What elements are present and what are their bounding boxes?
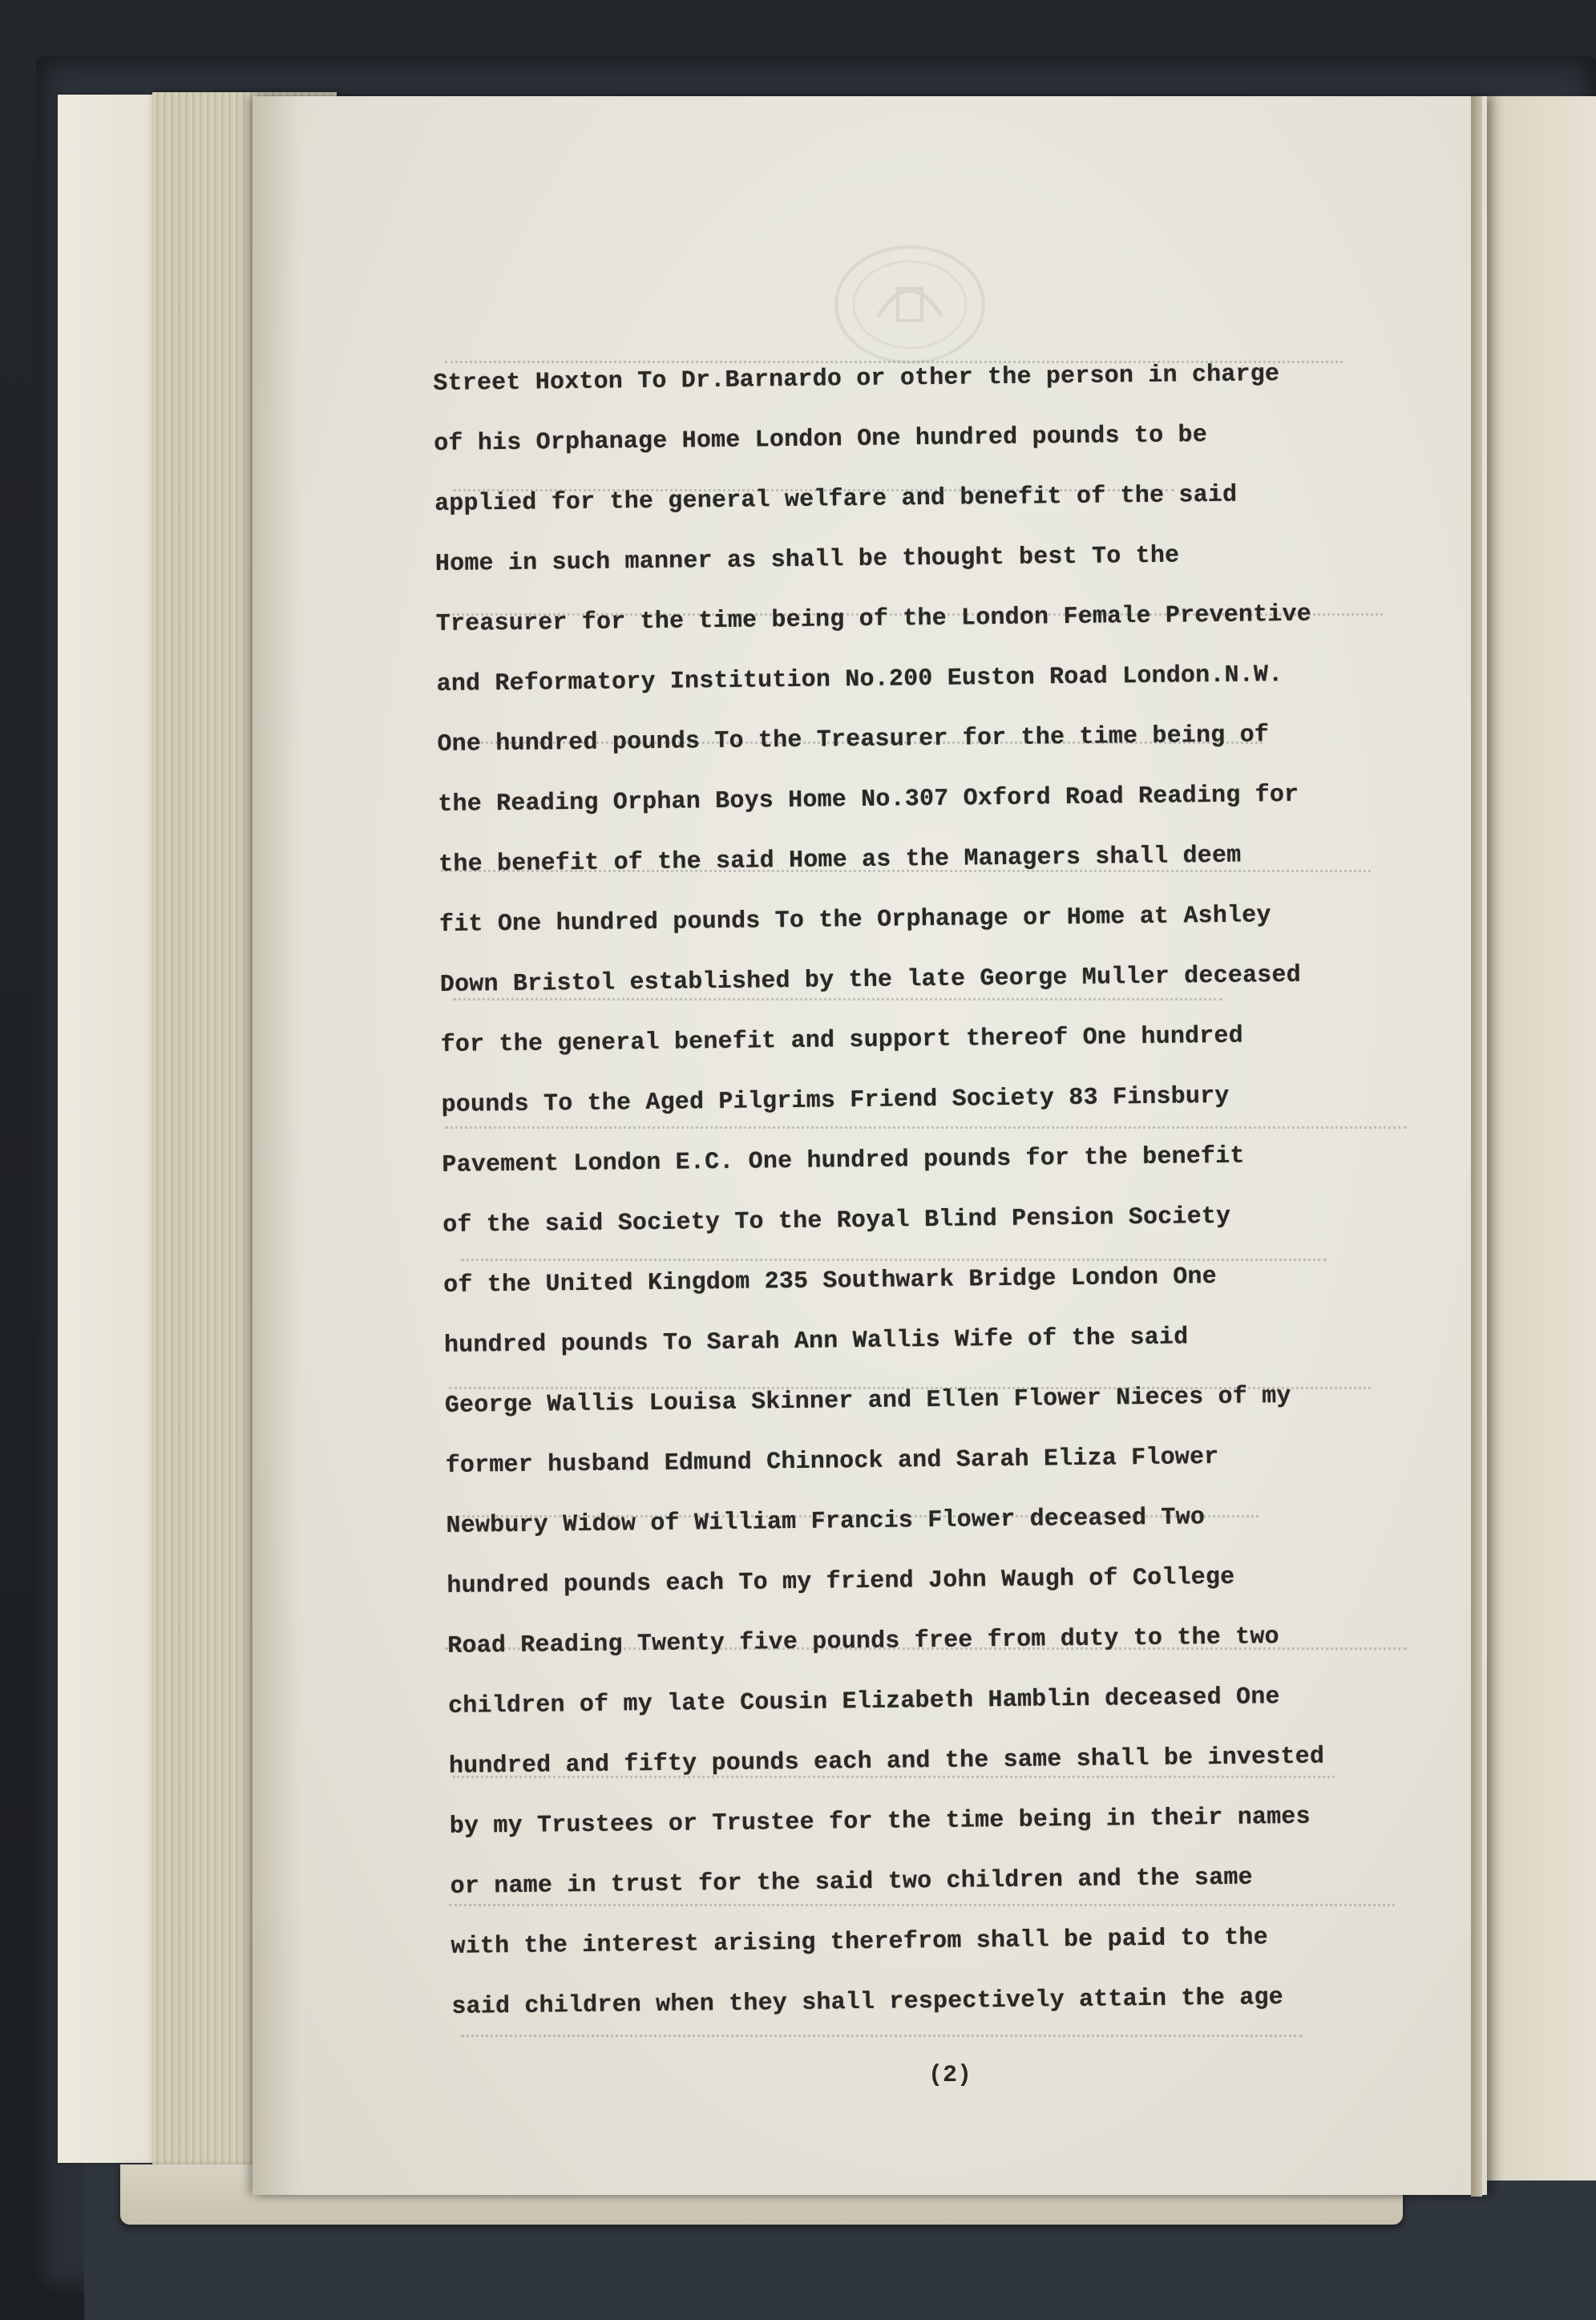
text-line: said children when they shall respectively attain the age <box>451 1984 1284 2021</box>
facing-page-edge <box>1475 96 1596 2181</box>
text-line: or name in trust for the said two children and the same <box>450 1864 1253 1901</box>
typed-body-text <box>433 342 1487 2038</box>
text-line: Treasurer for the time being of the London Female Preventive <box>435 600 1312 638</box>
text-line: hundred pounds each To my friend John Waugh of College <box>446 1563 1235 1600</box>
text-line: the Reading Orphan Boys Home No.307 Oxford Road Reading for <box>438 781 1299 818</box>
text-line: of the said Society To the Royal Blind Pension Society <box>442 1202 1231 1239</box>
text-line: and Reformatory Institution No.200 Euston Road London.N.W. <box>436 661 1283 698</box>
text-line: hundred and fifty pounds each and the same shall be invested <box>448 1743 1325 1780</box>
text-line: applied for the general welfare and benefit of the said <box>434 481 1238 518</box>
text-line: Home in such manner as shall be thought best To the <box>434 542 1180 578</box>
page-number: (2) <box>927 2062 972 2089</box>
text-line: Down Bristol established by the late George Muller deceased <box>439 961 1302 999</box>
text-line: for the general benefit and support thereof One hundred <box>440 1022 1244 1059</box>
text-line: with the interest arising therefrom shall be paid to the <box>451 1924 1269 1961</box>
text-line: fit One hundred pounds To the Orphanage or Home at Ashley <box>438 902 1271 939</box>
text-line: of his Orphanage Home London One hundred pounds to be <box>434 422 1208 458</box>
text-line: former husband Edmund Chinnock and Sarah Eliza Flower <box>445 1443 1219 1480</box>
text-line: by my Trustees or Trustee for the time being in their names <box>449 1803 1311 1841</box>
text-line: children of my late Cousin Elizabeth Hamblin deceased One <box>447 1683 1280 1720</box>
gutter-shadow <box>1471 96 1482 2197</box>
text-line: Street Hoxton To Dr.Barnardo or other the person in charge <box>433 361 1280 398</box>
text-line: George Wallis Louisa Skinner and Ellen Flower Nieces of my <box>444 1382 1291 1420</box>
text-line: of the United Kingdom 235 Southwark Bridge London One <box>442 1263 1218 1299</box>
text-line: Newbury Widow of William Francis Flower deceased Two <box>446 1504 1206 1540</box>
text-line: the benefit of the said Home as the Managers shall deem <box>438 842 1242 879</box>
document-page <box>253 96 1487 2195</box>
text-line: pounds To the Aged Pilgrims Friend Society 83 Finsbury <box>441 1082 1230 1119</box>
text-line: Pavement London E.C. One hundred pounds for the benefit <box>442 1142 1245 1179</box>
text-line: One hundred pounds To the Treasurer for the time being of <box>437 721 1270 758</box>
text-line: hundred pounds To Sarah Ann Wallis Wife of the said <box>443 1324 1189 1360</box>
text-line: Road Reading Twenty five pounds free from duty to the two <box>447 1623 1279 1660</box>
